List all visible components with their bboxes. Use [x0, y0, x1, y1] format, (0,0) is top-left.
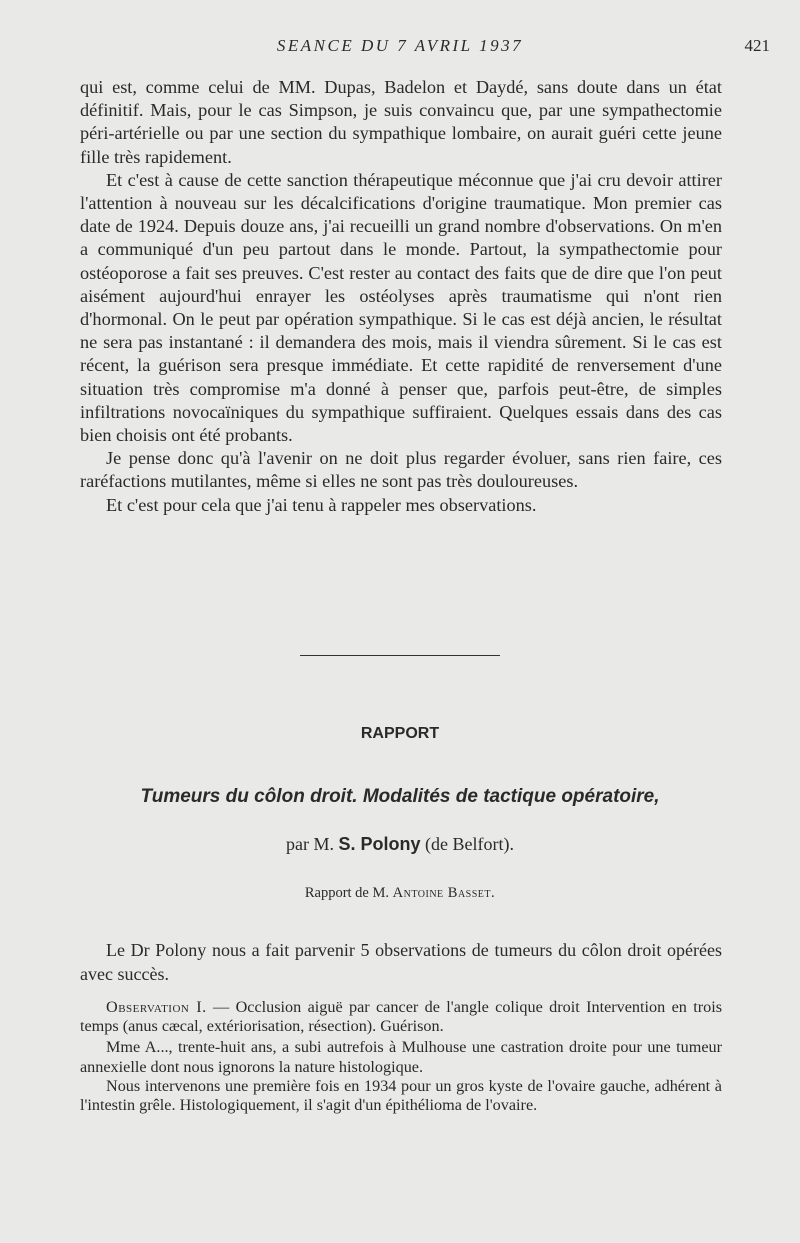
observation-summary: — Occlusion aiguë par cancer de l'angle colique droit Intervention en trois temps (anus cæcal, extériorisation, résection). Guérison.	[80, 998, 723, 1036]
observation-paragraph: Mme A..., trente-huit ans, a subi autrefois à Mulhouse une castration droite pour une tumeur annexielle dont nous ignorons la nature histologique.	[80, 1038, 722, 1076]
observation-label: Observation I.	[106, 998, 207, 1016]
section-heading: RAPPORT	[360, 725, 440, 742]
byline-prefix: par M.	[286, 834, 334, 854]
intro-paragraph: Le Dr Polony nous a fait parvenir 5 observations de tumeurs du côlon droit opérées avec succès.	[80, 940, 722, 984]
observation-heading	[80, 998, 722, 1036]
reporter-name: Antoine Basset.	[392, 885, 496, 901]
page-number: 421	[744, 36, 770, 55]
body-paragraph: Et c'est à cause de cette sanction thérapeutique méconnue que j'ai cru devoir attirer l'attention à nouveau sur les décalcifications d'origine traumatique. Mon premier cas date de 1924. Depuis douze ans, j'ai recueilli un grand nombre d'observations. On m'en a communiqué d'un peu partout dans le monde. Partout, la sympathectomie pour ostéoporose a fait ses preuves. C'est rester au contact des faits que de dire que l'on peut aisément aujourd'hui enrayer les ostéolyses après traumatisme qui n'ont rien d'hormonal. On le peut par opération sympathique. Si le cas est déjà ancien, le résultat ne sera pas instantané : il demandera des mois, mais il viendra sûrement. Si le cas est récent, la guérison sera presque immédiate. Et cette rapidité de renversement d'une situation très compromise m'a donné à penser que, parfois peut-être, de simples infiltrations novocaïniques du sympathique suffiraient. Quelques essais dans des cas bien choisis ont été probants.	[80, 169, 722, 446]
running-head: SEANCE DU 7 AVRIL 1937	[276, 36, 524, 55]
report-prefix: Rapport de M.	[304, 885, 390, 901]
byline	[0, 834, 800, 855]
page-header	[0, 36, 800, 60]
observation-block	[80, 998, 722, 1115]
intro-text	[80, 939, 722, 986]
body-paragraph: Et c'est pour cela que j'ai tenu à rappeler mes observations.	[106, 494, 537, 515]
section-divider	[300, 655, 500, 656]
body-paragraph: Je pense donc qu'à l'avenir on ne doit plus regarder évoluer, sans rien faire, ces raréfactions mutilantes, même si elles ne sont pas très douloureuses.	[80, 448, 722, 492]
body-paragraph: qui est, comme celui de MM. Dupas, Badelon et Daydé, sans doute dans un état définitif. Mais, pour le cas Simpson, je suis convaincu que, par une sympathectomie péri-artérielle ou par une section du sympathique lombaire, on aurait guéri cette jeune fille très rapidement.	[80, 77, 722, 167]
byline-suffix: (de Belfort).	[425, 834, 514, 854]
observation-paragraph: Nous intervenons une première fois en 1934 pour un gros kyste de l'ovaire gauche, adhérent à l'intestin grêle. Histologiquement, il s'agit d'un épithélioma de l'ovaire.	[80, 1076, 722, 1115]
article-title: Tumeurs du côlon droit. Modalités de tactique opératoire,	[140, 786, 660, 807]
report-attribution	[0, 885, 800, 902]
body-text	[80, 76, 722, 517]
author-name: S. Polony	[338, 834, 421, 854]
